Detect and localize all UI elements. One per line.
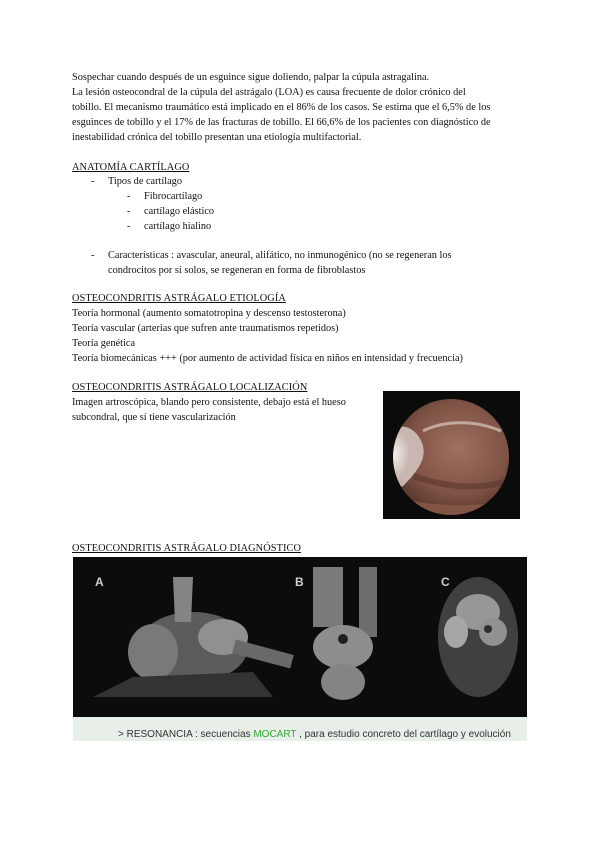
intro-line-3: tobillo. El mecanismo traumático está implicado en el 86% de los casos. Se estima que el 6,5% de los <box>72 102 491 113</box>
bullet-dash: - <box>127 206 131 217</box>
intro-line-2: La lesión osteocondral de la cúpula del astrágalo (LOA) es causa frecuente de dolor crónico del <box>72 87 466 98</box>
localizacion-line-2: subcondral, que sí tiene vascularización <box>72 412 236 423</box>
etiologia-item: Teoría biomecánicas +++ (por aumento de actividad física en niños en intensidad y frecuencia) <box>72 353 463 364</box>
caption-highlight: MOCART <box>253 729 297 740</box>
ct-panel-label: B <box>295 575 304 589</box>
tipo-item: Fibrocartílago <box>144 191 203 202</box>
bullet-dash: - <box>91 250 95 261</box>
section-heading-diagnostico: OSTEOCONDRITIS ASTRÁGALO DIAGNÓSTICO <box>72 543 301 554</box>
caption-prefix: > RESONANCIA : secuencias <box>118 729 254 740</box>
intro-line-1: Sospechar cuando después de un esguince sigue doliendo, palpar la cúpula astragalina. <box>72 72 430 83</box>
bullet-dash: - <box>127 221 131 232</box>
tipo-item: cartílago elástico <box>144 206 215 217</box>
bullet-dash: - <box>91 176 95 187</box>
etiologia-item: Teoría vascular (arterias que sufren ante traumatismos repetidos) <box>72 323 339 334</box>
ct-scan-image <box>73 557 527 717</box>
section-heading-anatomia: ANATOMÍA CARTÍLAGO <box>72 162 190 173</box>
intro-line-4: esguinces de tobillo y el 17% de las fracturas de tobillo. El 66,6% de los pacientes con diagnóstico de <box>72 117 491 128</box>
bullet-dash: - <box>127 191 131 202</box>
etiologia-item: Teoría genética <box>72 338 136 349</box>
caracteristicas-line-2: condrocitos por sí solos, se regeneran en forma de fibroblastos <box>108 265 366 276</box>
caption-suffix: , para estudio concreto del cartílago y evolución <box>296 729 511 740</box>
arthroscopic-image <box>383 391 520 519</box>
tipo-item: cartílago hialino <box>144 221 212 232</box>
caracteristicas-line-1: Características : avascular, aneural, alifático, no inmunogénico (no se regeneran los <box>108 250 452 261</box>
tipos-label: Tipos de cartílago <box>108 176 182 187</box>
etiologia-item: Teoría hormonal (aumento somatotropina y descenso testosterona) <box>72 308 346 319</box>
resonancia-caption <box>118 729 511 740</box>
section-heading-etiologia: OSTEOCONDRITIS ASTRÁGALO ETIOLOGÍA <box>72 293 286 304</box>
localizacion-line-1: Imagen artroscópica, blando pero consistente, debajo está el hueso <box>72 397 346 408</box>
intro-line-5: inestabilidad crónica del tobillo presentan una etiología multifactorial. <box>72 132 362 143</box>
ct-panel-label: C <box>441 575 450 589</box>
ct-panel-label: A <box>95 575 104 589</box>
section-heading-localizacion: OSTEOCONDRITIS ASTRÁGALO LOCALIZACIÓN <box>72 382 308 393</box>
